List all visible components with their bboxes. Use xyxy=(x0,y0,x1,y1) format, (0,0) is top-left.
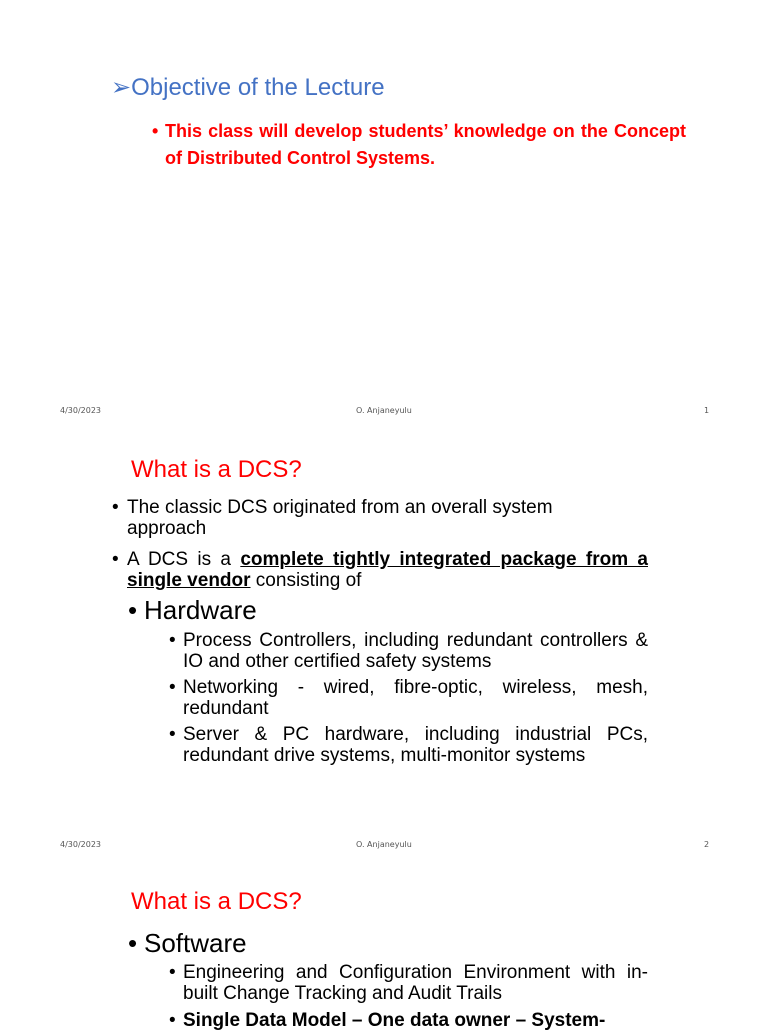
objective-text: This class will develop students’ knowledge on the Concept of Distributed Control Systems. xyxy=(165,121,686,168)
slide-title: What is a DCS? xyxy=(131,888,302,915)
software-label: Software xyxy=(144,928,247,958)
slide-title: What is a DCS? xyxy=(131,456,302,483)
bullet-icon: • xyxy=(152,121,159,141)
footer-date: 4/30/2023 xyxy=(60,840,102,849)
footer-page-number: 1 xyxy=(704,406,710,415)
list-item-text: Networking - wired, fibre-optic, wireless, mesh, redundant xyxy=(183,677,648,719)
list-item-text: Process Controllers, including redundant controllers & IO and other certified safety systems xyxy=(183,630,648,672)
software-heading xyxy=(128,928,247,958)
arrow-bullet-icon: ➢ xyxy=(111,74,132,101)
emphasized-text: complete tightly integrated package from a single vendor xyxy=(127,549,648,591)
list-item-text: Single Data Model – One data owner – System- xyxy=(183,1010,606,1031)
list-item-text: The classic DCS originated from an overall system approach xyxy=(127,497,553,539)
objective-heading-text: Objective of the Lecture xyxy=(131,74,385,101)
footer-page-number: 2 xyxy=(704,840,710,849)
list-item-text: Server & PC hardware, including industrial PCs, redundant drive systems, multi-monitor systems xyxy=(183,724,648,766)
bullet-icon: • xyxy=(169,630,176,651)
bullet-icon: • xyxy=(112,497,119,518)
bullet-icon: • xyxy=(169,724,176,745)
bullet-icon: • xyxy=(128,928,138,958)
bullet-icon: • xyxy=(169,962,176,983)
hardware-label: Hardware xyxy=(144,595,257,625)
footer-author: O. Anjaneyulu xyxy=(356,840,412,849)
list-item-text: Engineering and Configuration Environment with in-built Change Tracking and Audit Trails xyxy=(183,962,648,1004)
list-item-text-pre: A DCS is a xyxy=(127,549,241,570)
list-item xyxy=(169,962,648,1004)
bullet-icon: • xyxy=(169,677,176,698)
footer-author: O. Anjaneyulu xyxy=(356,406,412,415)
list-item-cutoff xyxy=(169,1010,648,1031)
bullet-icon: • xyxy=(112,549,119,570)
bullet-icon: • xyxy=(128,595,138,625)
footer-date: 4/30/2023 xyxy=(60,406,102,415)
list-item-text-post: consisting of xyxy=(250,570,362,591)
bullet-icon: • xyxy=(169,1010,176,1031)
